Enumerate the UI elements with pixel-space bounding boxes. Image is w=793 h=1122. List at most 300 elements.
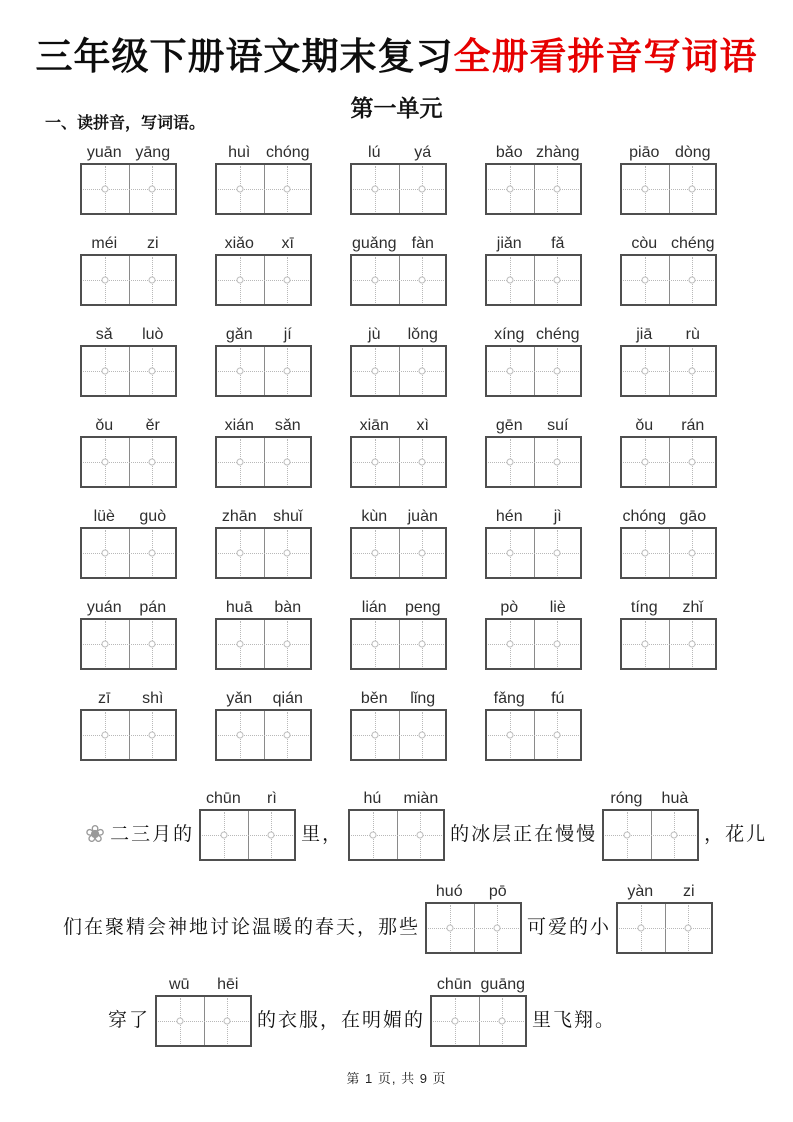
writing-box-guide-line [102, 550, 109, 557]
pinyin-word [425, 878, 522, 954]
page-number-footer: 第 1 页, 共 9 页 [346, 1071, 447, 1086]
writing-box-guide-line [372, 459, 379, 466]
writing-box-guide-line [283, 368, 290, 375]
writing-box[interactable] [620, 618, 717, 670]
writing-box-guide-line [507, 186, 514, 193]
pinyin-word [620, 412, 717, 488]
pinyin-label [215, 139, 312, 163]
writing-box[interactable] [602, 809, 699, 861]
pinyin-word [620, 139, 717, 215]
writing-box-guide-line [218, 371, 309, 372]
pinyin-syllable: zhǐ [682, 599, 703, 616]
pinyin-label [350, 321, 447, 345]
pinyin-word [348, 785, 445, 861]
pinyin-label [80, 230, 177, 254]
writing-box-guide-line [283, 550, 290, 557]
writing-box-guide-line [418, 459, 425, 466]
writing-box[interactable] [485, 345, 582, 397]
pinyin-syllable: wū [169, 976, 190, 993]
writing-box[interactable] [215, 618, 312, 670]
pinyin-syllable: shuǐ [273, 508, 303, 525]
flower-bullet-icon: ❀ [85, 821, 106, 848]
writing-box-guide-line [642, 368, 649, 375]
pinyin-syllable: fǎ [551, 235, 565, 252]
sentence-text: 穿了 [108, 1010, 151, 1031]
writing-box-guide-line [353, 462, 444, 463]
pinyin-syllable: fǎng [493, 690, 525, 707]
pinyin-word-row [80, 503, 720, 579]
writing-box-guide-line [688, 550, 695, 557]
pinyin-syllable: zi [146, 235, 159, 252]
writing-box-guide-line [688, 459, 695, 466]
pinyin-word [485, 685, 582, 761]
pinyin-syllable: róng [610, 790, 643, 807]
writing-box-guide-line [83, 462, 174, 463]
writing-box-guide-line [507, 368, 514, 375]
pinyin-word [215, 230, 312, 306]
writing-box-guide-line [488, 735, 579, 736]
writing-box-guide-line [83, 735, 174, 736]
writing-box[interactable] [199, 809, 296, 861]
pinyin-word [215, 503, 312, 579]
writing-box-guide-line [416, 832, 423, 839]
pinyin-syllable: rù [685, 326, 700, 343]
sentence-text: 可爱的小 [527, 917, 612, 938]
writing-box-guide-line [83, 280, 174, 281]
pinyin-syllable: fú [551, 690, 565, 707]
pinyin-word [620, 230, 717, 306]
pinyin-label [215, 412, 312, 436]
writing-box-guide-line [148, 186, 155, 193]
pinyin-word [80, 594, 177, 670]
writing-box-guide-line [642, 186, 649, 193]
writing-box-guide-line [237, 459, 244, 466]
writing-box[interactable] [620, 527, 717, 579]
pinyin-word-row [80, 230, 720, 306]
pinyin-word-row [80, 685, 720, 761]
writing-box-guide-line [83, 644, 174, 645]
writing-box[interactable] [80, 345, 177, 397]
writing-box[interactable] [485, 436, 582, 488]
pinyin-word [620, 321, 717, 397]
writing-box-guide-line [283, 277, 290, 284]
pinyin-syllable: xī [281, 235, 294, 252]
pinyin-syllable: dòng [674, 144, 711, 161]
writing-box[interactable] [620, 436, 717, 488]
writing-box-guide-line [642, 277, 649, 284]
writing-box-guide-line [148, 641, 155, 648]
pinyin-word-row [80, 139, 720, 215]
writing-box[interactable] [485, 709, 582, 761]
writing-box-guide-line [372, 732, 379, 739]
writing-box-guide-line [623, 553, 714, 554]
writing-box[interactable] [425, 902, 522, 954]
pinyin-syllable: xiān [359, 417, 389, 434]
writing-box[interactable] [215, 254, 312, 306]
writing-box-guide-line [507, 732, 514, 739]
writing-box-guide-line [684, 925, 691, 932]
pinyin-label [215, 321, 312, 345]
writing-box-guide-line [148, 550, 155, 557]
pinyin-label [80, 321, 177, 345]
writing-box[interactable] [350, 163, 447, 215]
pinyin-word [350, 685, 447, 761]
pinyin-word [485, 412, 582, 488]
writing-box-guide-line [283, 459, 290, 466]
pinyin-word [350, 321, 447, 397]
writing-box[interactable] [80, 254, 177, 306]
writing-box[interactable] [350, 527, 447, 579]
writing-box-guide-line [553, 186, 560, 193]
pinyin-label [350, 594, 447, 618]
pinyin-syllable: suí [547, 417, 569, 434]
writing-box-guide-line [102, 459, 109, 466]
writing-box[interactable] [430, 995, 527, 1047]
writing-box-guide-line [418, 186, 425, 193]
writing-box-guide-line [624, 832, 631, 839]
pinyin-label [350, 230, 447, 254]
pinyin-syllable: huà [661, 790, 689, 807]
pinyin-word [350, 594, 447, 670]
pinyin-word [620, 594, 717, 670]
writing-box-guide-line [553, 732, 560, 739]
pinyin-label [215, 230, 312, 254]
writing-box-guide-line [237, 732, 244, 739]
writing-box-guide-line [372, 277, 379, 284]
pinyin-syllable: gǎn [225, 326, 253, 343]
pinyin-syllable: qián [272, 690, 303, 707]
writing-box-guide-line [283, 186, 290, 193]
writing-box-guide-line [370, 832, 377, 839]
writing-box-guide-line [619, 928, 710, 929]
writing-box-guide-line [488, 644, 579, 645]
fill-in-sentences [45, 785, 768, 1064]
pinyin-syllable: yuān [86, 144, 122, 161]
pinyin-label [485, 685, 582, 709]
writing-box-guide-line [351, 835, 442, 836]
writing-box-guide-line [83, 371, 174, 372]
pinyin-word [155, 971, 252, 1047]
pinyin-syllable: zhān [221, 508, 257, 525]
pinyin-word [80, 139, 177, 215]
pinyin-word [350, 139, 447, 215]
writing-box-guide-line [553, 459, 560, 466]
writing-box-guide-line [353, 735, 444, 736]
pinyin-label [350, 139, 447, 163]
writing-box[interactable] [80, 527, 177, 579]
pinyin-word [215, 139, 312, 215]
pinyin-word [485, 503, 582, 579]
pinyin-word [350, 503, 447, 579]
pinyin-syllable: hēi [217, 976, 239, 993]
writing-box-guide-line [447, 925, 454, 932]
fill-in-sentence [45, 785, 768, 861]
pinyin-word [215, 321, 312, 397]
pinyin-syllable: xiǎo [224, 235, 254, 252]
pinyin-syllable: liè [549, 599, 566, 616]
writing-box-guide-line [353, 371, 444, 372]
writing-box[interactable] [80, 163, 177, 215]
pinyin-word [80, 230, 177, 306]
pinyin-syllable: lú [368, 144, 381, 161]
writing-box-guide-line [488, 189, 579, 190]
writing-box-guide-line [267, 832, 274, 839]
pinyin-label [616, 878, 713, 902]
pinyin-syllable: juàn [407, 508, 438, 525]
pinyin-syllable: pán [139, 599, 167, 616]
writing-box-guide-line [221, 832, 228, 839]
writing-box-guide-line [148, 732, 155, 739]
writing-box-guide-line [507, 550, 514, 557]
writing-box-guide-line [623, 280, 714, 281]
writing-box-guide-line [353, 553, 444, 554]
writing-box-guide-line [488, 371, 579, 372]
writing-box-guide-line [218, 189, 309, 190]
writing-box[interactable] [350, 345, 447, 397]
pinyin-syllable: chéng [535, 326, 580, 343]
pinyin-label [602, 785, 699, 809]
pinyin-syllable: huā [225, 599, 253, 616]
pinyin-word-grid [80, 139, 720, 776]
writing-box-guide-line [623, 644, 714, 645]
pinyin-syllable: yàn [627, 883, 654, 900]
writing-box[interactable] [485, 163, 582, 215]
pinyin-syllable: guò [139, 508, 167, 525]
pinyin-syllable: hú [363, 790, 382, 807]
writing-box[interactable] [620, 345, 717, 397]
pinyin-label [485, 594, 582, 618]
writing-box-guide-line [102, 368, 109, 375]
pinyin-label [620, 594, 717, 618]
pinyin-syllable: pò [500, 599, 519, 616]
pinyin-syllable: gāo [679, 508, 707, 525]
pinyin-word [350, 412, 447, 488]
pinyin-label [80, 139, 177, 163]
pinyin-label [620, 321, 717, 345]
writing-box-guide-line [202, 835, 293, 836]
pinyin-word [485, 321, 582, 397]
pinyin-word [485, 230, 582, 306]
pinyin-syllable: ǒu [95, 417, 114, 434]
writing-box-guide-line [237, 368, 244, 375]
pinyin-syllable: chūn [206, 790, 241, 807]
pinyin-syllable: méi [91, 235, 118, 252]
pinyin-syllable: yāng [135, 144, 171, 161]
pinyin-word [80, 412, 177, 488]
pinyin-label [80, 685, 177, 709]
writing-box-guide-line [623, 462, 714, 463]
pinyin-syllable: zhàng [535, 144, 580, 161]
pinyin-syllable: rán [681, 417, 705, 434]
writing-box[interactable] [350, 254, 447, 306]
writing-box-guide-line [688, 641, 695, 648]
pinyin-syllable: zī [98, 690, 111, 707]
writing-box[interactable] [215, 163, 312, 215]
writing-box-guide-line [507, 641, 514, 648]
writing-box-guide-line [452, 1018, 459, 1025]
pinyin-word [350, 230, 447, 306]
pinyin-word [616, 878, 713, 954]
writing-box-guide-line [102, 641, 109, 648]
writing-box[interactable] [215, 527, 312, 579]
writing-box[interactable] [620, 254, 717, 306]
writing-box-guide-line [218, 280, 309, 281]
pinyin-label [348, 785, 445, 809]
writing-box[interactable] [80, 709, 177, 761]
pinyin-label [620, 503, 717, 527]
pinyin-syllable: guǎng [352, 235, 397, 252]
writing-box[interactable] [350, 436, 447, 488]
writing-box-guide-line [353, 280, 444, 281]
writing-box[interactable] [215, 345, 312, 397]
pinyin-word-row [80, 321, 720, 397]
pinyin-syllable: bǎo [495, 144, 523, 161]
writing-box-guide-line [372, 368, 379, 375]
pinyin-syllable: rì [266, 790, 277, 807]
pinyin-syllable: còu [631, 235, 658, 252]
writing-box-guide-line [372, 641, 379, 648]
writing-box-guide-line [372, 550, 379, 557]
writing-box[interactable] [350, 618, 447, 670]
writing-box[interactable] [616, 902, 713, 954]
pinyin-syllable: sǎn [274, 417, 301, 434]
writing-box-guide-line [688, 186, 695, 193]
pinyin-label [350, 503, 447, 527]
writing-box-guide-line [218, 644, 309, 645]
writing-box-guide-line [218, 735, 309, 736]
pinyin-syllable: huì [228, 144, 251, 161]
pinyin-syllable: yǎn [226, 690, 253, 707]
writing-box-guide-line [148, 368, 155, 375]
writing-box[interactable] [620, 163, 717, 215]
pinyin-label [350, 685, 447, 709]
pinyin-label [215, 685, 312, 709]
writing-box[interactable] [80, 618, 177, 670]
pinyin-syllable: bàn [274, 599, 302, 616]
writing-box-guide-line [218, 462, 309, 463]
pinyin-label [620, 139, 717, 163]
pinyin-syllable: jì [553, 508, 562, 525]
pinyin-syllable: lián [361, 599, 387, 616]
writing-box[interactable] [350, 709, 447, 761]
writing-box-guide-line [605, 835, 696, 836]
sentence-text: ，花儿 [704, 824, 768, 845]
pinyin-label [430, 971, 527, 995]
pinyin-syllable: guāng [480, 976, 526, 993]
pinyin-word [80, 321, 177, 397]
writing-box-guide-line [553, 641, 560, 648]
pinyin-syllable: zi [683, 883, 695, 900]
writing-box[interactable] [155, 995, 252, 1047]
writing-box-guide-line [237, 277, 244, 284]
sentence-text: 的衣服，在明媚的 [257, 1010, 426, 1031]
sentence-text: 的冰层正在慢慢 [450, 824, 598, 845]
writing-box-guide-line [102, 732, 109, 739]
pinyin-word [215, 685, 312, 761]
pinyin-label [80, 594, 177, 618]
writing-box-guide-line [283, 732, 290, 739]
writing-box-guide-line [418, 277, 425, 284]
pinyin-word-row [80, 594, 720, 670]
pinyin-word [215, 594, 312, 670]
writing-box-guide-line [488, 280, 579, 281]
pinyin-syllable: luò [142, 326, 164, 343]
pinyin-syllable: lǐng [410, 690, 436, 707]
pinyin-label [620, 230, 717, 254]
pinyin-syllable: xián [224, 417, 254, 434]
writing-box[interactable] [485, 618, 582, 670]
writing-box[interactable] [348, 809, 445, 861]
writing-box-guide-line [237, 550, 244, 557]
pinyin-syllable: ěr [145, 417, 160, 434]
fill-in-sentence [45, 878, 765, 954]
pinyin-label [485, 139, 582, 163]
pinyin-syllable: peng [404, 599, 441, 616]
pinyin-syllable: miàn [403, 790, 439, 807]
writing-box-guide-line [623, 189, 714, 190]
writing-box[interactable] [485, 254, 582, 306]
writing-box-guide-line [418, 641, 425, 648]
writing-box-guide-line [283, 641, 290, 648]
pinyin-syllable: jiā [636, 326, 653, 343]
writing-box-guide-line [433, 1021, 524, 1022]
pinyin-word [602, 785, 699, 861]
writing-box-guide-line [670, 832, 677, 839]
sentence-text: 里飞翔。 [532, 1010, 617, 1031]
pinyin-syllable: lǒng [407, 326, 438, 343]
pinyin-word-row [80, 412, 720, 488]
writing-box-guide-line [498, 1018, 505, 1025]
pinyin-syllable: yá [414, 144, 432, 161]
writing-box-guide-line [83, 189, 174, 190]
writing-box-guide-line [353, 189, 444, 190]
writing-box-guide-line [148, 277, 155, 284]
pinyin-word [620, 503, 717, 579]
pinyin-syllable: xíng [494, 326, 525, 343]
writing-box-guide-line [642, 641, 649, 648]
pinyin-syllable: chūn [436, 976, 472, 993]
writing-box-guide-line [488, 462, 579, 463]
section-instruction: 一、读拼音，写词语。 [45, 115, 206, 132]
pinyin-label [425, 878, 522, 902]
page-title-black: 三年级下册语文期末复习 [35, 37, 454, 78]
pinyin-label [485, 503, 582, 527]
pinyin-syllable: ǒu [635, 417, 654, 434]
pinyin-label [485, 230, 582, 254]
writing-box-guide-line [642, 459, 649, 466]
writing-box-guide-line [428, 928, 519, 929]
pinyin-syllable: xì [416, 417, 429, 434]
writing-box[interactable] [215, 709, 312, 761]
writing-box-guide-line [83, 553, 174, 554]
pinyin-word [485, 139, 582, 215]
writing-box[interactable] [215, 436, 312, 488]
pinyin-syllable: huó [435, 883, 463, 900]
pinyin-label [215, 594, 312, 618]
writing-box-guide-line [218, 553, 309, 554]
pinyin-syllable: běn [360, 690, 388, 707]
pinyin-syllable: hén [495, 508, 523, 525]
pinyin-label [155, 971, 252, 995]
writing-box-guide-line [553, 368, 560, 375]
pinyin-syllable: sǎ [95, 326, 113, 343]
pinyin-syllable: yuán [86, 599, 122, 616]
writing-box[interactable] [80, 436, 177, 488]
pinyin-word [215, 412, 312, 488]
pinyin-label [620, 412, 717, 436]
unit-heading: 第一单元 [350, 96, 443, 121]
writing-box[interactable] [485, 527, 582, 579]
